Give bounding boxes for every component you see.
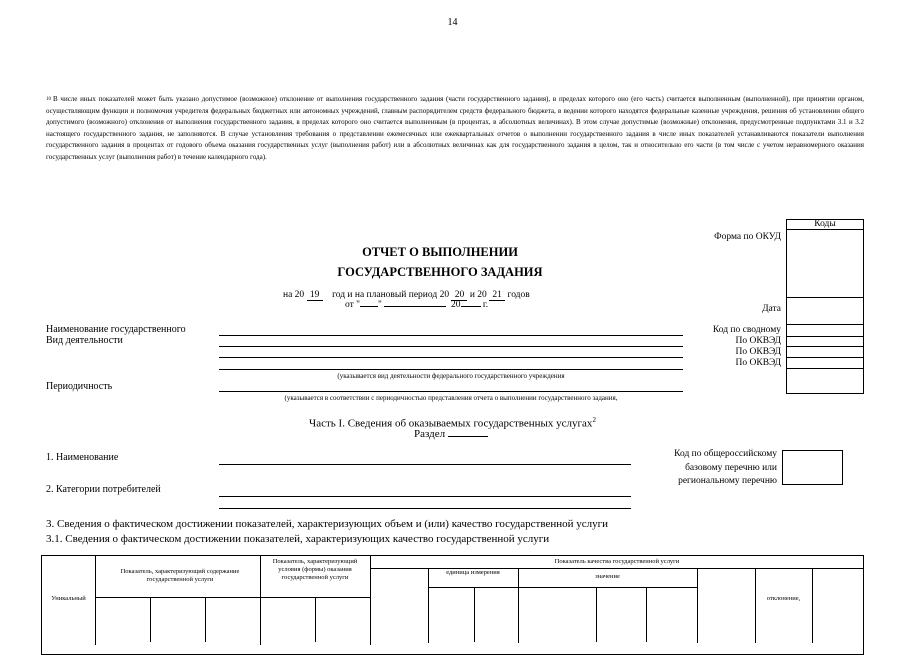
footnote-text: В числе иных показателей может быть указано допустимое (возможное) отклонение от выполнения государственного задания (части государственного задания), в пределах которого оно (его часть) считается выполненным (выполненной), при принятии органом, осуществляющим функции и полномочия учредителя федеральных бюджетных или автономных учреждений, главным распорядителем средств федерального бюджета, в ведении которого находятся федеральные казенные учреждения, решения об установлении общего допустимого (возможного) отклонения от выполнения государственного задания, в пределах которого оно считается выполненным (в процентах, в абсолютных величинах). В этом случае допустимые (возможные) отклонения, предусмотренные подпунктами 3.1 и 3.2 настоящего государственного задания, не заполняются. В случае установления требования о представлении ежемесячных или ежеквартальных отчетов о выполнении государственного задания в числе иных показателей устанавливаются показатели выполнения государственного задания в процентах от годового объема оказания государственных услуг (выполнения работ) или в абсолютных величинах как для государственного задания в целом, так и относительно его части (в том числе с учетом неравномерного оказания государственных услуг (выполнения работ) в течение календарного года). [46,95,864,161]
periodicity-hint: (указывается в соответствии с периодичностью представления отчета о выполнении государственного задания, [284,394,618,402]
month-field[interactable] [384,306,446,307]
footnote [46,94,864,163]
section-label: Раздел [414,428,488,440]
basic-list-code-box[interactable] [782,450,843,485]
col-unit-header: единица измерения [446,569,500,576]
basic-list-code-line3: региональному перечню [678,476,777,485]
report-title-line2: ГОСУДАРСТВЕННОГО ЗАДАНИЯ [337,265,543,279]
consumer-categories-label: 2. Категории потребителей [46,484,161,495]
service-name-line[interactable] [219,464,631,465]
footnote-marker: 10 [46,97,51,102]
activity-line-1[interactable] [219,346,683,347]
col-quality-header: Показатель качества государственной услуги [554,558,680,565]
report-date: от " " 20 г. [345,300,489,310]
codes-header: Коды [814,219,836,229]
col-conditions-header: Показатель, характеризующий условия (формы) оказания государственной услуги [272,558,358,581]
basic-list-code-line1: Код по общероссийскому [674,449,777,459]
institution-name-label: Наименование государственного [46,324,186,335]
activity-line-2[interactable] [219,357,683,358]
report-period: на 20 19 год и на плановый период 20 20 и 20 21 годов [283,290,530,300]
section3-title: 3. Сведения о фактическом достижении показателей, характеризующих объем и (или) качество государственной услуги [46,518,609,530]
activity-line-3[interactable] [219,369,683,370]
summary-code-label: Код по сводному [712,325,781,335]
day-field[interactable] [360,306,378,307]
activity-label: Вид деятельности [46,335,123,346]
section3-subtitle: 3.1. Сведения о фактическом достижении показателей, характеризующих качество государственной услуги [46,533,550,545]
year-field-4[interactable] [461,306,481,307]
report-title-line1: ОТЧЕТ О ВЫПОЛНЕНИИ [362,245,518,259]
col-content-header: Показатель, характеризующий содержание государственной услуги [120,568,240,583]
year-field-2[interactable]: 20 [451,290,467,301]
okved-label-3: По ОКВЭД [735,358,781,368]
section-number-field[interactable] [448,436,488,437]
activity-hint: (указывается вид деятельности федерального государственного учреждения [337,372,565,380]
service-name-label: 1. Наименование [46,452,119,463]
col-unique-header: Уникальный [51,595,86,602]
date-label: Дата [762,304,781,314]
part-title: Часть I. Сведения об оказываемых государственных услугах$^2$ [309,416,596,430]
okved-label-2: По ОКВЭД [735,347,781,357]
consumer-categories-line-2[interactable] [219,508,631,509]
col-value-header: значение [595,573,620,580]
periodicity-label: Периодичность [46,381,113,392]
page-number: 14 [447,17,458,28]
consumer-categories-line-1[interactable] [219,496,631,497]
okved-label-1: По ОКВЭД [735,336,781,346]
col-deviation-header: отклонение, [766,595,801,602]
institution-name-line[interactable] [219,335,683,336]
year-field-3[interactable]: 21 [489,290,505,301]
okud-label: Форма по ОКУД [714,232,781,242]
periodicity-line[interactable] [219,391,683,392]
year-field-1[interactable]: 19 [307,290,323,301]
basic-list-code-line2: базовому перечню или [685,463,777,473]
